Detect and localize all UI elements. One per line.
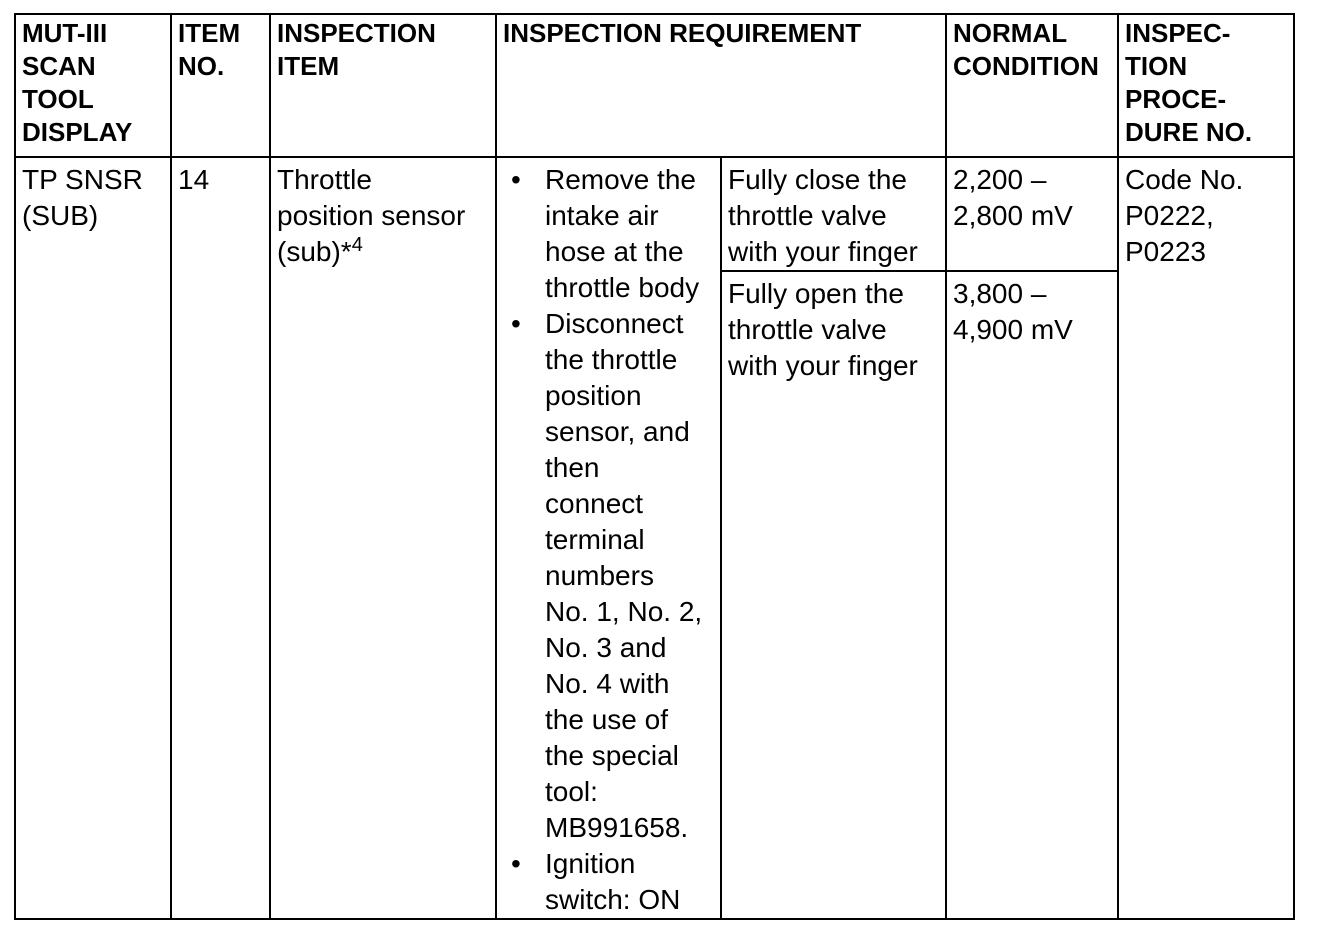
cell-scan-tool-display: TP SNSR (SUB) xyxy=(15,157,171,919)
requirement-item: • Remove the intake air hose at the throttle body xyxy=(503,162,714,306)
requirement-item: • Disconnect the throttle position sensor, and then connect terminal numbers No. 1, No. 2, No. 3 and No. 4 with the use of the special tool: MB991658. xyxy=(503,306,714,846)
header-scan-tool-display: MUT-III SCAN TOOL DISPLAY xyxy=(15,14,171,157)
cell-item-no: 14 xyxy=(171,157,270,919)
requirement-item: • Ignition switch: ON xyxy=(503,846,714,918)
footnote-marker: 4 xyxy=(351,234,363,256)
header-inspection-procedure-no: INSPEC- TION PROCE- DURE NO. xyxy=(1118,14,1294,157)
requirement-list xyxy=(503,162,714,918)
header-inspection-item: INSPECTION ITEM xyxy=(270,14,496,157)
data-row-top xyxy=(15,157,1294,271)
cell-condition-action-open: Fully open the throttle valve with your finger xyxy=(721,271,946,919)
cell-condition-action-close: Fully close the throttle valve with your finger xyxy=(721,157,946,271)
header-row xyxy=(15,14,1294,157)
inspection-table xyxy=(14,13,1295,920)
cell-normal-condition-close: 2,200 – 2,800 mV xyxy=(946,157,1118,271)
cell-procedure-no: Code No. P0222, P0223 xyxy=(1118,157,1294,919)
header-item-no: ITEM NO. xyxy=(171,14,270,157)
cell-normal-condition-open: 3,800 – 4,900 mV xyxy=(946,271,1118,919)
cell-inspection-item: Throttle position sensor (sub)*$^4$ xyxy=(270,157,496,919)
cell-requirement-steps xyxy=(496,157,721,919)
header-inspection-requirement: INSPECTION REQUIREMENT xyxy=(496,14,946,157)
inspection-item-last: (sub)* xyxy=(277,236,352,267)
header-normal-condition: NORMAL CONDITION xyxy=(946,14,1118,157)
